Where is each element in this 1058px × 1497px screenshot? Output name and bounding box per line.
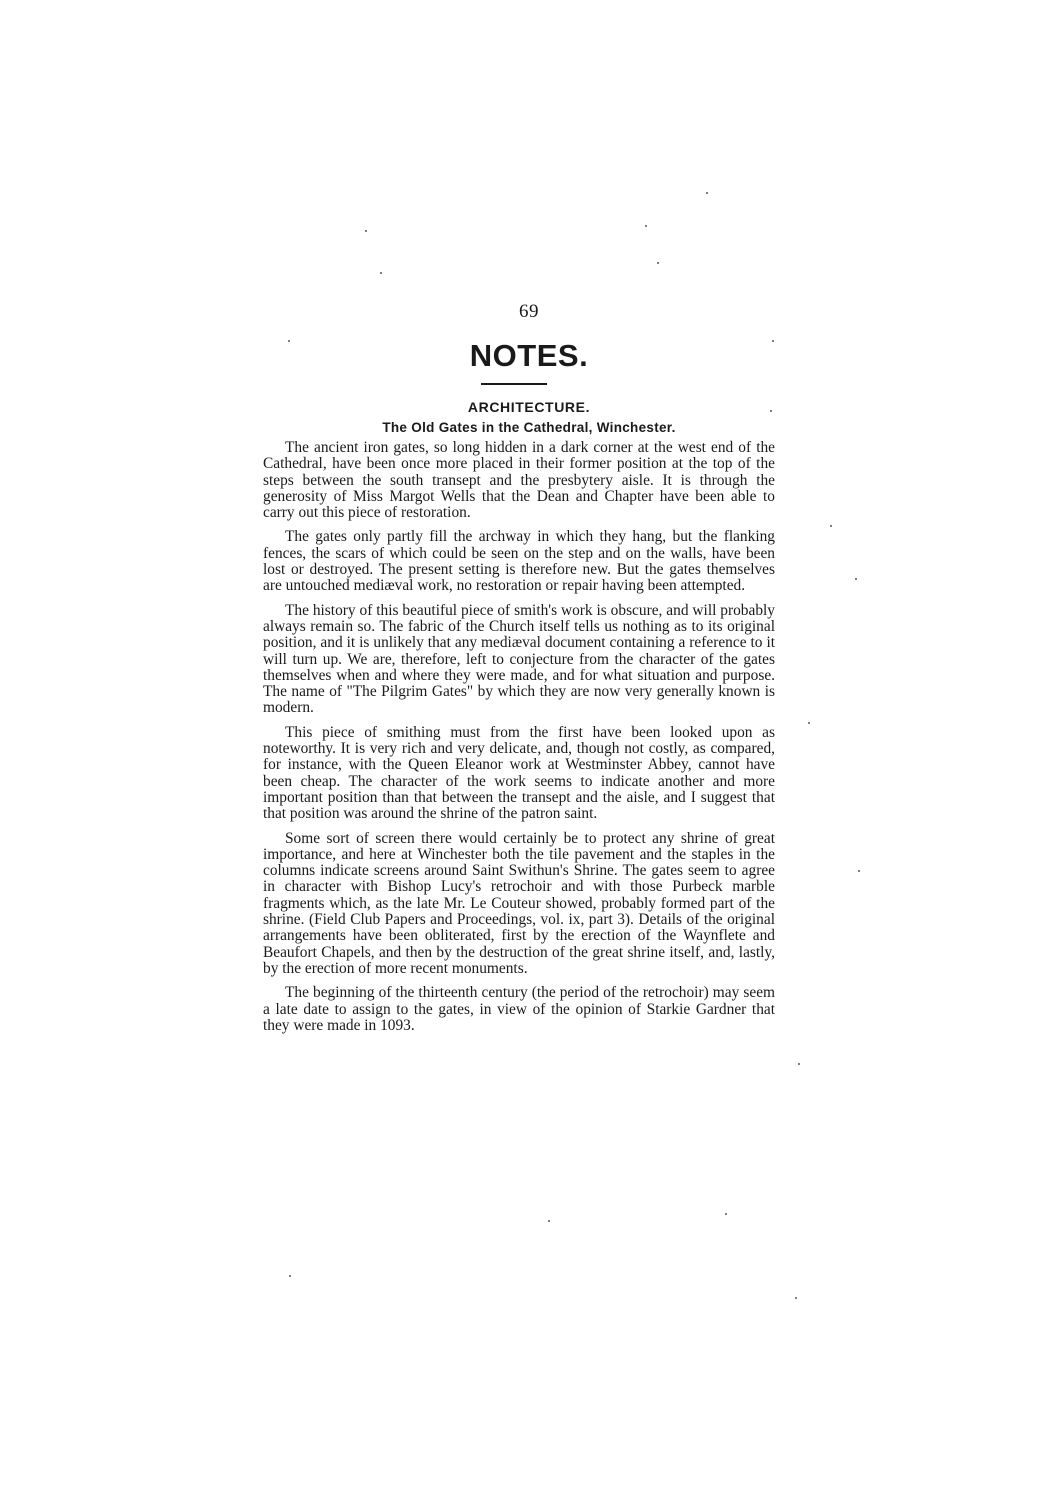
scan-speck bbox=[706, 192, 708, 194]
scan-speck bbox=[657, 262, 659, 264]
page-number: 69 bbox=[519, 301, 539, 322]
scan-speck bbox=[855, 578, 857, 580]
scan-speck bbox=[725, 1213, 727, 1215]
paragraph: The history of this beautiful piece of smith's work is obscure, and will probably always remain so. The fabric of the Church itself tells us nothing as to its original position, and it is unlikely that any mediæval document containing a reference to it will turn up. We are, therefore, left to conjecture from the character of the gates themselves when and where they were made, and for what situation and purpose. The name of "The Pilgrim Gates" by which they are now very generally known is modern. bbox=[263, 601, 775, 717]
scan-speck bbox=[808, 722, 810, 724]
scan-speck bbox=[770, 410, 772, 412]
scan-speck bbox=[772, 340, 774, 342]
title-rule bbox=[481, 383, 547, 385]
scan-speck bbox=[288, 340, 290, 342]
scan-speck bbox=[858, 870, 860, 872]
paragraph: The beginning of the thirteenth century (the period of the retrochoir) may seem a late date to assign to the gates, in view of the opinion of Starkie Gardner that they were made in 1093. bbox=[263, 984, 775, 1034]
scan-speck bbox=[548, 1220, 550, 1222]
paragraph: The gates only partly fill the archway in which they hang, but the flanking fences, the scars of which could be seen on the step and on the walls, have been lost or destroyed. The present setting is therefore new. But the gates themselves are untouched mediæval work, no restoration or repair having been attempted. bbox=[263, 528, 775, 595]
subsection-heading: The Old Gates in the Cathedral, Winchester. bbox=[382, 420, 676, 435]
page-title: NOTES. bbox=[469, 338, 589, 373]
paragraph: The ancient iron gates, so long hidden in a dark corner at the west end of the Cathedral, have been once more placed in their former position at the top of the steps between the south transept and the presbytery aisle. It is through the generosity of Miss Margot Wells that the Dean and Chapter have been able to carry out this piece of restoration. bbox=[263, 439, 775, 522]
scan-speck bbox=[380, 272, 382, 274]
scan-speck bbox=[365, 230, 367, 232]
scan-speck bbox=[289, 1275, 291, 1277]
paragraph: Some sort of screen there would certainly be to protect any shrine of great importance, and here at Winchester both the tile pavement and the staples in the columns indicate screens around Saint Swithun's Shrine. The gates seem to agree in character with Bishop Lucy's retrochoir and with those Purbeck marble fragments which, as the late Mr. Le Couteur showed, probably formed part of the shrine. (Field Club Papers and Proceedings, vol. ix, part 3). Details of the original arrangements have been obliterated, first by the erection of the Waynflete and Beaufort Chapels, and then by the destruction of the great shrine itself, and, lastly, by the erection of more recent monuments. bbox=[263, 829, 775, 977]
scan-speck bbox=[798, 1063, 800, 1065]
scan-speck bbox=[645, 225, 647, 227]
scan-speck bbox=[830, 525, 832, 527]
paragraph: This piece of smithing must from the first have been looked upon as noteworthy. It is very rich and very delicate, and, though not costly, as compared, for instance, with the Queen Eleanor work at Westminster Abbey, cannot have been cheap. The character of the work seems to indicate another and more important position than that between the transept and the aisle, and I suggest that that position was around the shrine of the patron saint. bbox=[263, 723, 775, 823]
section-heading: ARCHITECTURE. bbox=[467, 399, 591, 415]
scan-speck bbox=[795, 1297, 797, 1299]
article-body bbox=[263, 440, 775, 1034]
